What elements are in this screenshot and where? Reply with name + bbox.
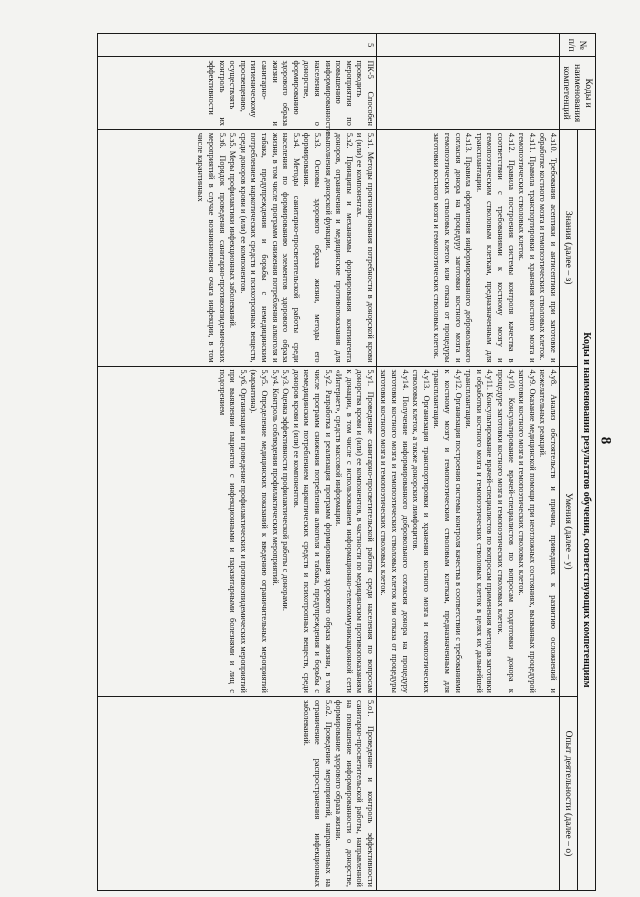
list-item: 5.о1. Проведение и контроль эффективности санитарно-просветительской работы, направленной на повышение информированности о донорстве, формирование здорового образа жизни.: [334, 699, 375, 887]
table-row: [376, 34, 559, 891]
header-group: Коды и наименования результатов обучения, соответствующих компетенциям: [578, 129, 596, 890]
list-item: 5.з6. Порядок проведения санитарно-противоэпидемических мероприятий в случае возникновения очага инфекции, в том числе карантинных: [196, 132, 227, 363]
list-item: 4.у9. Оказание медицинской помощи при неотложных состояниях, вызванных процедурой заготовки костного мозга и гемопоэтических стволовых клеток.: [517, 369, 537, 693]
page-number: 8: [597, 436, 614, 445]
list-item: 4.з11. Правила транспортировки и хранения костного мозга и гемопоэтических стволовых клеток.: [517, 132, 537, 363]
list-item: 5.у6. Организация и проведение профилактических и противоэпидемических мероприятий при выявлении пациентов с инфекционными и паразитарными болезнями и лиц с подозрением: [217, 369, 248, 693]
list-item: 4.у12. Организация построения системы контроля качества в соответствии с требованиями к костному мозгу и гемопоэтическим стволовым клеткам, предназначенным для трансплантации.: [432, 369, 463, 693]
list-item: 5.у5. Определение медицинских показаний к введению ограничительных мероприятий (карантина).: [249, 369, 269, 693]
list-item: 4.з10. Требования асептики и антисептики при заготовке и обработке костного мозга и гемопоэтических стволовых клеток.: [538, 132, 558, 363]
list-item: 5.у2. Разработка и реализация программ формирования здорового образа жизни, в том числе программ снижения потребления алкоголя и табака, предупреждения и борьбы с немедицинским потреблением наркотических средств и психотропных веществ, среди доноров крови и (или) ее компонентов.: [291, 369, 333, 693]
list-item: 4.у14. Получение информированного добровольного согласия донора на процедуру заготовки костного мозга и гемопоэтических стволовых клеток или отказа от процедуры заготовки костного мозга и гемопоэтических стволовых клеток.: [379, 369, 410, 693]
list-item: 5.у3. Оценка эффективности профилактической работы с донорами.: [281, 369, 291, 611]
header-num: № п/п: [560, 34, 596, 57]
row5-num: 5: [98, 34, 377, 57]
list-item: 5.з2. Принципы и механизмы формирования контингента доноров, ограничения и медицинские противопоказания для выполнения донорской функции.: [323, 132, 354, 363]
list-item: 4.у11. Консультирование врачей-специалистов по вопросам применения методов заготовки и обработки костного мозга и гемопоэтических стволовых клеток в целях их дальнейшей трансплантации.: [464, 369, 495, 693]
row5-code: ПК-5 Способен проводить мероприятия по повышению информированности населения о донорстве, формированию здорового образа жизни и санитарно-гигиеническому просвещению, осуществлять контроль их эффективности: [98, 57, 377, 129]
list-item: 5.з5. Меры профилактики инфекционных заболеваний.: [228, 132, 238, 328]
rotated-table-sheet: [97, 33, 596, 891]
row-prev-code: [376, 57, 559, 129]
header-code: Коды и наименования компетенций: [560, 57, 596, 129]
list-item: 4.у8. Анализ обстоятельств и причин, приведших к развитию осложнений и нежелательных реакций.: [538, 369, 558, 693]
list-item: 5.з1. Методы прогнозирования потребности в донорской крови и (или) ее компонентах.: [355, 132, 375, 363]
list-item: 4.з13. Правила оформления информированного добровольного согласия донора на процедуру заготовки костного мозга и гемопоэтических стволовых клеток или отказа от процедуры заготовки костного мозга и гемопоэтических стволовых клеток.: [432, 132, 474, 363]
header-experience: Опыт деятельности (далее – о): [560, 696, 578, 890]
list-item: 4.у10. Консультирование врачей-специалистов по вопросам подготовки донора к процедуре заготовки костного мозга и гемопоэтических стволовых клеток.: [496, 369, 516, 693]
list-item: 5.з3. Основы здорового образа жизни, методы его формирования.: [302, 132, 322, 363]
row-prev-num: [376, 34, 559, 57]
list-item: 5.з4. Методы санитарно-просветительской работы среди населения по формированию элементов здорового образа жизни, в том числе программ снижения потребления алкоголя и табака, предупреждения и борьбы с немедицинским потреблением наркотических средств и психотропных веществ, среди доноров крови и (или) ее компонентов.: [238, 132, 301, 363]
table-row: [98, 34, 377, 891]
competency-table: [97, 33, 596, 891]
row-prev-experience: [376, 696, 559, 890]
header-skills: Умения (далее – у): [560, 366, 578, 696]
row5-knowledge: [98, 129, 377, 366]
row-prev-skills: [376, 366, 559, 696]
list-item: 5.у4. Контроль соблюдения профилактических мероприятий.: [270, 369, 280, 586]
list-item: 4.у13. Организация транспортировки и хранения костного мозга и гемопоэтических стволовых клеток, а также донорских лимфоцитов.: [411, 369, 431, 693]
list-item: 5.о2. Проведение мероприятий, направленных на ограничение распространения инфекционных заболеваний.: [302, 699, 333, 887]
row5-skills: [98, 366, 377, 696]
list-item: 5.у1. Проведение санитарно-просветительской работы среди населения по вопросам донорства крови и (или) ее компонентов, в частности по медицинским противопоказаниям к донации, в том числе с использованием информационно-телекоммуникационной сети «Интернет», средств массовой информации.: [334, 369, 375, 693]
header-knowledge: Знания (далее – з): [560, 129, 578, 366]
row5-experience: [98, 696, 377, 890]
list-item: 4.з12. Правила построения системы контроля качества в соответствии с требованиями к костному мозгу и гемопоэтическим стволовым клеткам, предназначенным для трансплантации.: [474, 132, 516, 363]
row-prev-knowledge: [376, 129, 559, 366]
